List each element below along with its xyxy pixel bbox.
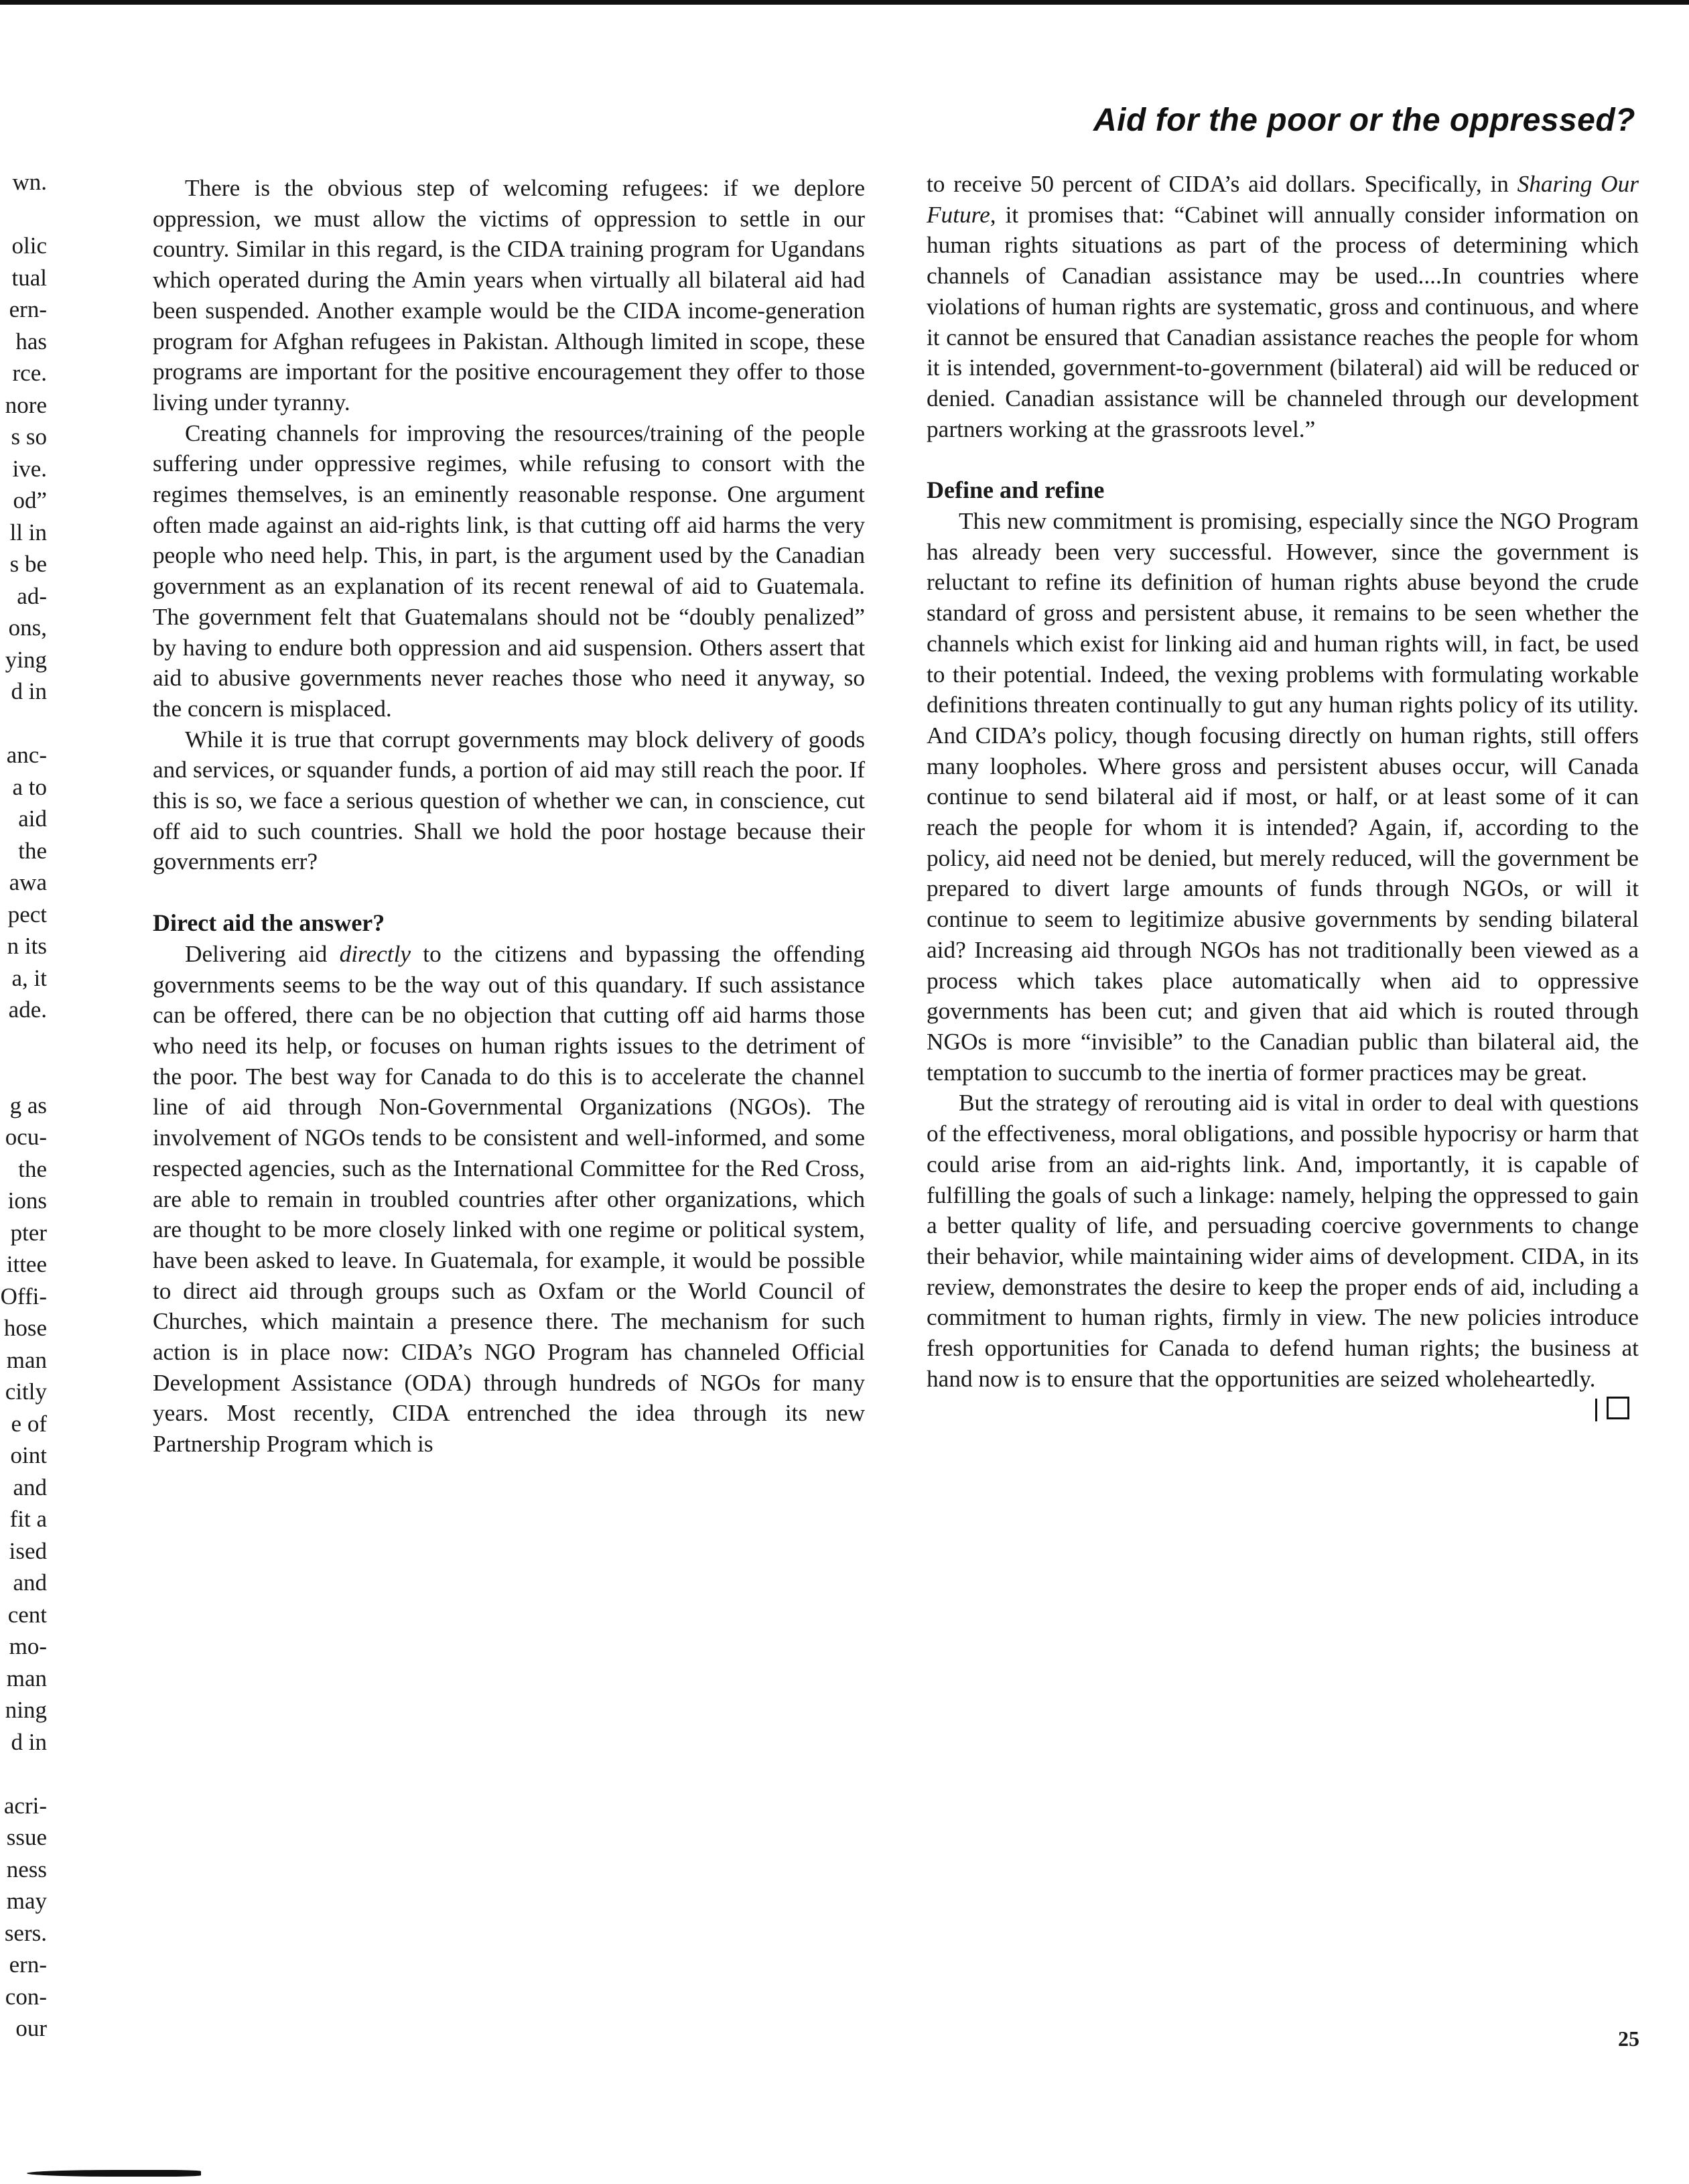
edge-fragment: ittee [6,1251,47,1277]
page-number: 25 [1618,2027,1639,2051]
edge-fragment: our [15,2015,47,2041]
left-paragraph-1: There is the obvious step of welcoming refugees: if we deplore oppression, we must allow the victims of oppression to settle in our country. Similar in this regard, is the CIDA training program for Ugandans which operated during the Amin years when virtually all bilateral aid had been suspended. Another example would be the CIDA income-generation program for Afghan refugees in Pakistan. Although limited in scope, these programs are important for the positive encouragement they offer to those living under tyranny. [153,175,865,415]
section-heading-direct-aid: Direct aid the answer? [153,909,385,937]
edge-fragment: ade. [8,997,47,1023]
right-paragraph-1 [927,169,1639,444]
edge-fragment: ions [7,1187,47,1214]
edge-fragment: od” [13,487,47,513]
right-paragraph-1-rest: , it promises that: “Cabinet will annually consider information on human rights situations as part of the process of determining which channels of Canadian assistance may be used....In countries where violations of human rights are systematic, gross and continuous, and where it cannot be ensured that Canadian assistance reaches the people for whom it is intended, government-to-government (bilateral) aid will be reduced or denied. Canadian assistance will be channeled through our development partners working at the grassroots level.” [927,201,1639,442]
edge-fragment: tual [11,264,47,291]
left-paragraph-4-rest: to the citizens and bypassing the offending governments seems to be the way out of this quandary. If such assistance can be offered, there can be no objection that cutting off aid harms those who need its help, or focuses on human rights issues to the detriment of the poor. The best way for Canada to do this is to accelerate the channel line of aid through Non-Governmental Organizations (NGOs). The involvement of NGOs tends to be consistent and well-informed, and some respected agencies, such as the International Committee for the Red Cross, are able to remain in troubled countries after other organizations, which are thought to be more closely linked with one regime or political system, have been asked to leave. In Guatemala, for example, it would be possible to direct aid through groups such as Oxfam or the World Council of Churches, which maintain a presence there. The mechanism for such action is in place now: CIDA’s NGO Program has channeled Official Development Assistance (ODA) through hundreds of NGOs for many years. Most recently, CIDA entrenched the idea through its new Partnership Program which is [153,940,865,1458]
edge-fragment: ssue [6,1824,47,1850]
right-paragraph-2: This new commitment is promising, especially since the NGO Program has already been very successful. However, since the government is reluctant to refine its definition of human rights abuse beyond the crude standard of gross and persistent abuse, it remains to be seen whether the channels which exist for linking aid and human rights will, in fact, be used to their potential. Indeed, the vexing problems with formulating workable definitions threaten continually to gut any human rights policy of its utility. And CIDA’s policy, though focusing directly on human rights, still offers many loopholes. Where gross and persistent abuses occur, will Canada continue to send bilateral aid if most, or half, or at least some of it can reach the people for whom it is intended? Again, if, according to the policy, aid need not be denied, but merely reduced, will the government be prepared to divert large amounts of funds through NGOs, or will it continue to seem to legitimize abusive governments by sending bilateral aid? Increasing aid through NGOs has not traditionally been viewed as a process which takes place automatically when aid to oppressive governments has been cut; and given that aid which is routed through NGOs is more “invisible” to the Canadian public than bilateral aid, the temptation to succumb to the inertia of former practices may be great. [927,508,1639,1086]
edge-fragment: ern- [9,1951,47,1978]
edge-fragment: olic [11,233,47,259]
edge-fragment: aid [18,806,47,832]
edge-fragment: pect [7,901,47,927]
edge-fragment: hose [3,1315,47,1341]
bottom-scan-mark [27,2170,201,2177]
right-column [927,169,1639,1425]
left-paragraph-2: Creating channels for improving the resources/training of the people suffering under oppressive regimes, while refusing to consort with the regimes themselves, is an eminently reasonable response. One argument often made against an aid-rights link, is that cutting off aid harms the very people who need help. This, in part, is the argument used by the Canadian government as an explanation of its recent renewal of aid to Guatemala. The government felt that Guatemalans should not be “doubly penalized” by having to endure both oppression and aid suspension. Others assert that aid to abusive governments never reaches those who need it anyway, so the concern is misplaced. [153,420,865,722]
edge-fragment: the [18,1155,47,1182]
right-paragraph-3 [927,1088,1639,1394]
edge-fragment: e of [11,1410,47,1437]
edge-fragment: s be [9,551,47,577]
edge-fragment: ons, [8,615,47,641]
edge-fragment: ying [5,646,47,673]
right-paragraph-3-text: But the strategy of rerouting aid is vital in order to deal with questions of the effectiveness, moral obligations, and possible hypocrisy or harm that could arise from an aid-rights link. And, importantly, it is capable of fulfilling the goals of such a linkage: namely, helping the oppressed to gain a better quality of life, and persuading coercive governments to change their behavior, while maintaining wider aims of development. CIDA, in its review, demonstrates the desire to keep the proper ends of aid, including a commitment to human rights, firmly in view. The new policies introduce fresh opportunities for Canada to defend human rights; the business at hand now is to ensure that the opportunities are seized wholeheartedly. [927,1090,1639,1392]
left-paragraph-4-start: Delivering aid [185,940,340,967]
edge-fragment: man [6,1665,47,1691]
end-of-article-marker [1563,1394,1629,1425]
section-heading-define-refine: Define and refine [927,476,1105,504]
edge-fragment: and [13,1474,47,1500]
edge-fragment: ocu- [5,1124,47,1150]
edge-fragment: fit a [9,1506,47,1532]
left-paragraph-3: While it is true that corrupt governments may block delivery of goods and services, or squander funds, a portion of aid may still reach the poor. If this is so, we face a serious question of whether we can, in conscience, cut off aid to such countries. Shall we hold the poor hostage because their governments err? [153,726,865,875]
edge-fragment: ive. [12,455,47,482]
edge-fragment: n its [7,933,47,959]
edge-fragment: awa [9,869,47,895]
edge-fragment: cent [7,1601,47,1628]
edge-fragment: rce. [12,360,47,386]
edge-fragment: acri- [3,1792,47,1819]
right-paragraph-1-emphasis: Sharing Our Future [927,171,1639,228]
edge-fragment: a, it [11,964,47,991]
edge-fragment: ern- [9,296,47,322]
edge-fragment: and [13,1569,47,1596]
left-column [153,173,865,1460]
edge-fragment [0,198,47,231]
left-paragraph-4-emphasis: directly [339,940,411,967]
edge-fragment [0,1758,47,1790]
edge-fragment: d in [11,678,47,704]
left-paragraph-4 [153,939,865,1460]
edge-fragment: ad- [17,582,47,609]
edge-fragment: ning [5,1697,47,1723]
edge-fragment: con- [5,1983,47,2010]
previous-page-edge-fragments [0,166,47,2043]
edge-fragment: may [6,1888,47,1914]
edge-fragment: pter [10,1219,47,1246]
edge-fragment: g as [9,1092,47,1118]
edge-fragment: ll in [9,519,47,545]
end-mark-bar [1595,1399,1597,1421]
edge-fragment: a to [12,773,47,800]
edge-fragment: mo- [9,1633,47,1659]
edge-fragment: sers. [4,1919,47,1946]
edge-fragment: anc- [6,742,47,768]
edge-fragment: s so [11,424,47,450]
end-mark-box-icon [1607,1397,1629,1419]
edge-fragment: Offi- [0,1283,47,1309]
right-paragraph-1-start: to receive 50 percent of CIDA’s aid dollars. Specifically, in [927,171,1517,197]
edge-fragment: nore [5,391,47,418]
edge-fragment: ness [6,1856,47,1882]
edge-fragment [0,1057,47,1090]
running-header-title: Aid for the poor or the oppressed? [1093,103,1635,138]
edge-fragment: has [15,328,47,355]
edge-fragment: ised [9,1537,47,1564]
edge-fragment [0,1026,47,1058]
edge-fragment: man [6,1346,47,1373]
top-rule [0,0,1689,5]
edge-fragment: wn. [12,169,47,195]
edge-fragment: citly [5,1378,47,1405]
edge-fragment: oint [10,1442,47,1468]
edge-fragment: d in [11,1728,47,1755]
edge-fragment: the [18,837,47,864]
edge-fragment [0,708,47,740]
